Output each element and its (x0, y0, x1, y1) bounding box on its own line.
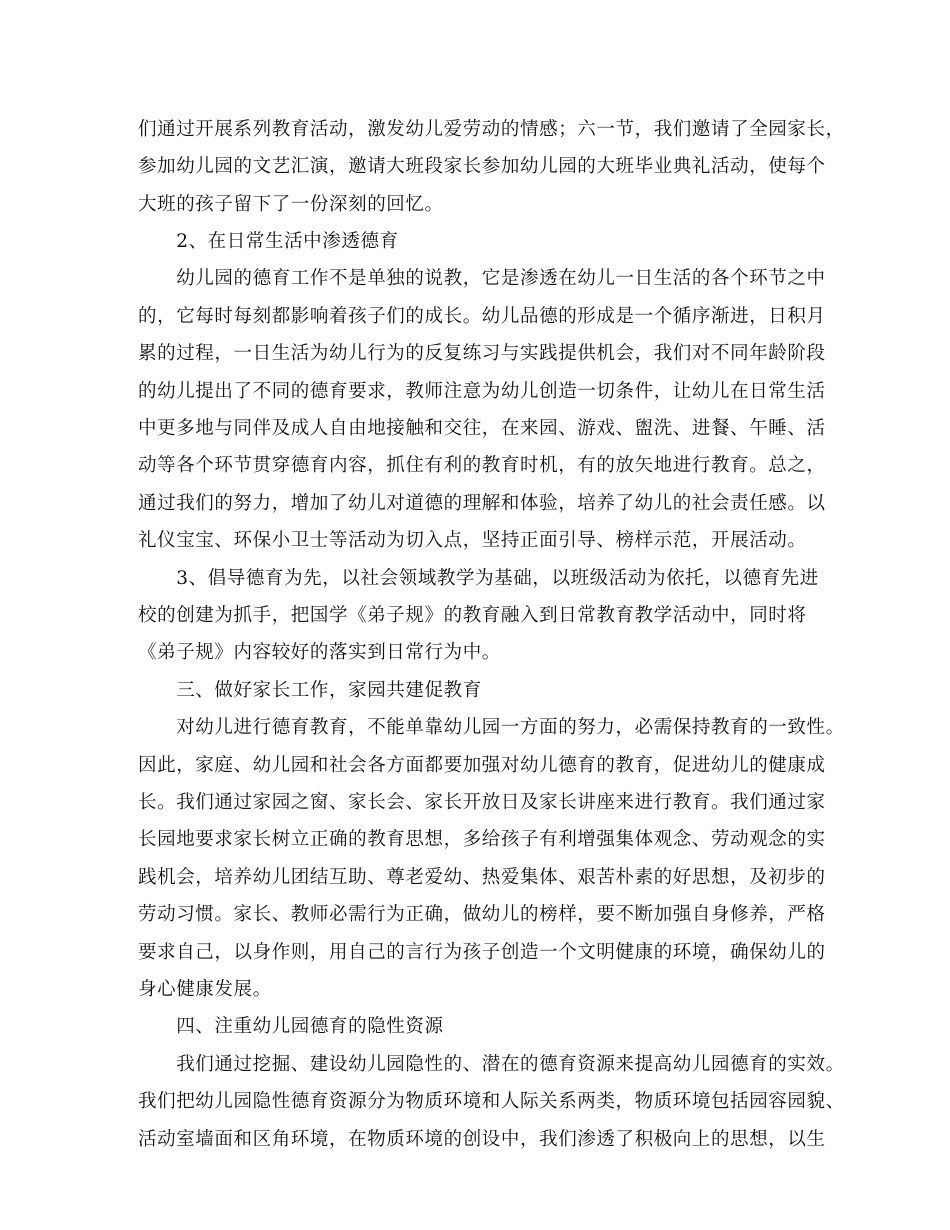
text-line: 们通过开展系列教育活动，激发幼儿爱劳动的情感；六一节，我们邀请了全园家长， (138, 119, 845, 140)
text-line: 动等各个环节贯穿德育内容，抓住有利的教育时机，有的放矢地进行教育。总之， (138, 455, 826, 476)
text-line: 我们通过挖掘、建设幼儿园隐性的、潜在的德育资源来提高幼儿园德育的实效。 (138, 1054, 845, 1075)
text-line: 累的过程，一日生活为幼儿行为的反复练习与实践提供机会，我们对不同年龄阶段 (138, 343, 826, 364)
text-line: 践机会，培养幼儿团结互助、尊老爱幼、热爱集体、艰苦朴素的好思想，及初步的 (138, 867, 826, 888)
section-heading: 四、注重幼儿园德育的隐性资源 (138, 1016, 444, 1037)
text-line: 《弟子规》内容较好的落实到日常行为中。 (138, 642, 501, 663)
text-line: 礼仪宝宝、环保小卫士等活动为切入点，坚持正面引导、榜样示范，开展活动。 (138, 530, 807, 551)
text-line: 长园地要求家长树立正确的教育思想，多给孩子有利增强集体观念、劳动观念的实 (138, 829, 826, 850)
text-line: 通过我们的努力，增加了幼儿对道德的理解和体验，培养了幼儿的社会责任感。以 (138, 493, 826, 514)
text-line: 的幼儿提出了不同的德育要求，教师注意为幼儿创造一切条件，让幼儿在日常生活 (138, 381, 826, 402)
text-line: 中更多地与同伴及成人自由地接触和交往，在来园、游戏、盥洗、进餐、午睡、活 (138, 418, 826, 439)
text-line: 对幼儿进行德育教育，不能单靠幼儿园一方面的努力，必需保持教育的一致性。 (138, 717, 845, 738)
section-heading: 2、在日常生活中渗透德育 (138, 231, 399, 252)
text-line: 的，它每时每刻都影响着孩子们的成长。幼儿品德的形成是一个循序渐进，日积月 (138, 306, 826, 327)
text-line: 活动室墙面和区角环境，在物质环境的创设中，我们渗透了积极向上的思想，以生 (138, 1129, 826, 1150)
text-line: 大班的孩子留下了一份深刻的回忆。 (138, 194, 444, 215)
section-heading: 三、做好家长工作，家园共建促教育 (138, 680, 482, 701)
text-line: 身心健康发展。 (138, 979, 272, 1000)
text-line: 校的创建为抓手，把国学《弟子规》的教育融入到日常教育教学活动中，同时将 (138, 605, 807, 626)
text-line: 幼儿园的德育工作不是单独的说教，它是渗透在幼儿一日生活的各个环节之中 (138, 268, 826, 289)
text-line: 我们把幼儿园隐性德育资源分为物质环境和人际关系两类，物质环境包括园容园貌、 (138, 1091, 845, 1112)
text-line: 劳动习惯。家长、教师必需行为正确，做幼儿的榜样，要不断加强自身修养，严格 (138, 904, 826, 925)
text-line: 因此，家庭、幼儿园和社会各方面都要加强对幼儿德育的教育，促进幼儿的健康成 (138, 755, 826, 776)
text-line: 参加幼儿园的文艺汇演，邀请大班段家长参加幼儿园的大班毕业典礼活动，使每个 (138, 156, 826, 177)
text-line: 长。我们通过家园之窗、家长会、家长开放日及家长讲座来进行教育。我们通过家 (138, 792, 826, 813)
text-line: 3、倡导德育为先，以社会领域教学为基础，以班级活动为依托，以德育先进 (138, 568, 819, 589)
text-line: 要求自己，以身作则，用自己的言行为孩子创造一个文明健康的环境，确保幼儿的 (138, 942, 826, 963)
